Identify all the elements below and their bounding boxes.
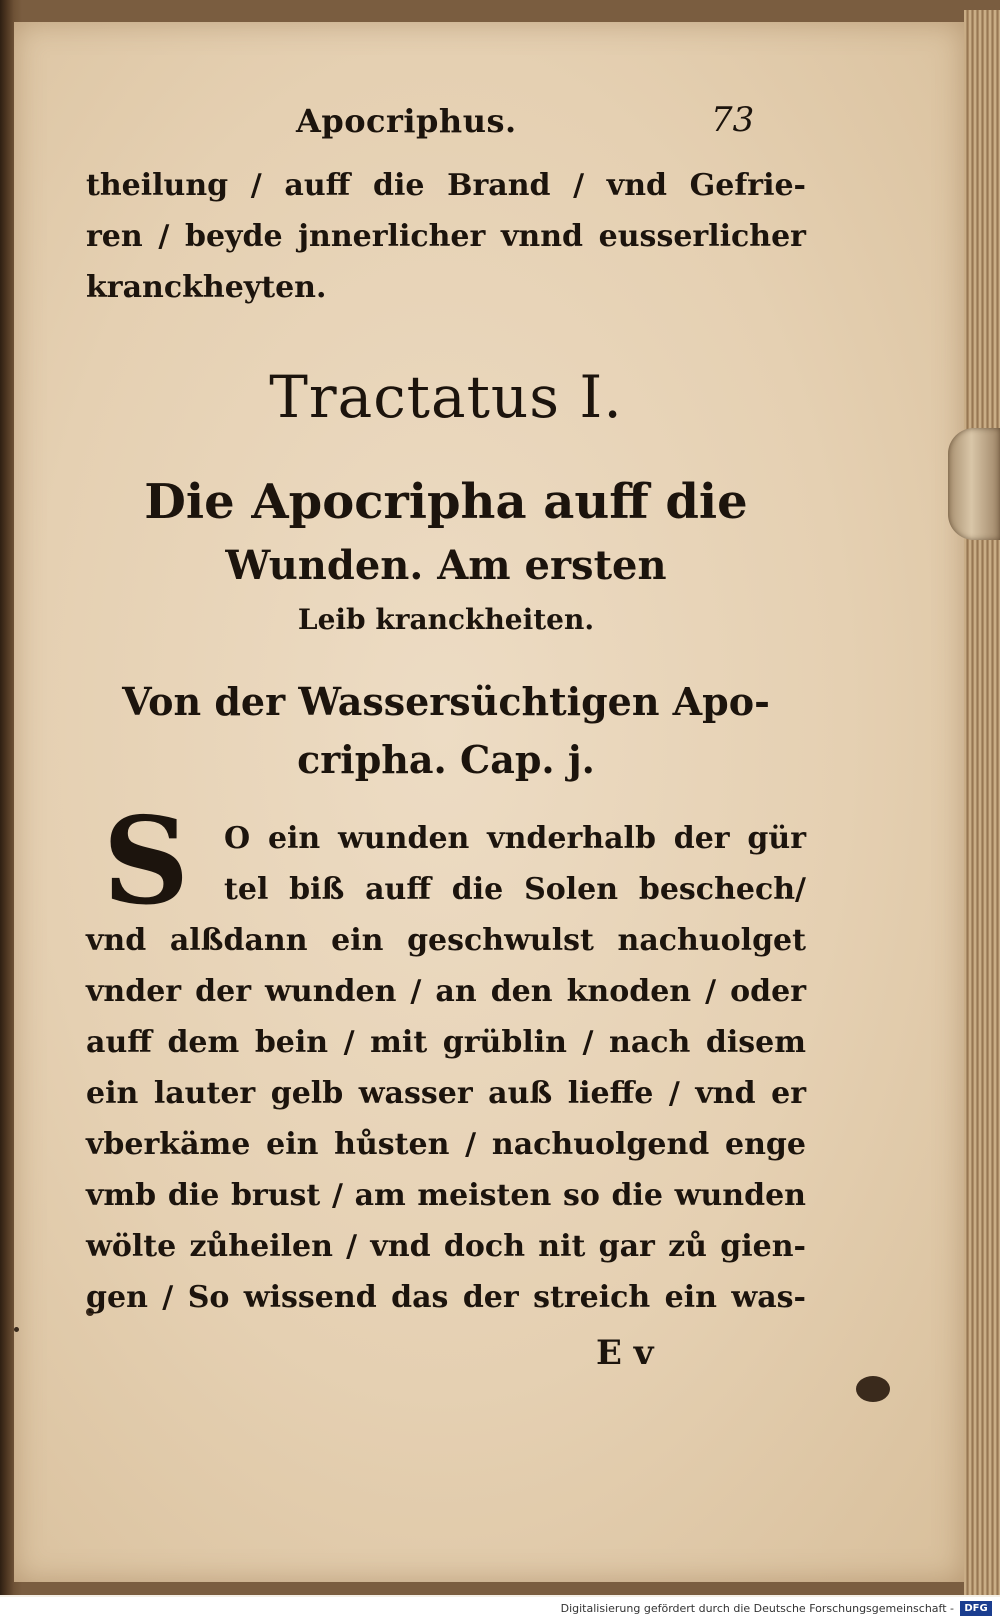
section-heading xyxy=(86,469,806,643)
chapter-title-line: cripha. Cap. j. xyxy=(297,737,595,782)
text-line: ein lauter gelb wasser auß lieffe / vnd er xyxy=(86,1076,806,1111)
text-line: vmb die brust / am meisten so die wunden xyxy=(86,1178,806,1213)
text-line: gen / So wissend das der streich ein was- xyxy=(86,1280,806,1315)
footer-credit: Digitalisierung gefördert durch die Deutsche Forschungsgemeinschaft - xyxy=(560,1602,954,1615)
tractatus-heading: Tractatus I. xyxy=(269,363,623,431)
text-line: wölte zůheilen / vnd doch nit gar zů gien- xyxy=(86,1229,806,1264)
text-line: O ein wunden vnderhalb der gür xyxy=(224,821,806,856)
chapter-title-line: Von der Wassersüchtigen Apo- xyxy=(122,679,770,724)
dfg-logo: DFG xyxy=(960,1601,992,1616)
text-line: theilung / auff die Brand / vnd Gefrie- xyxy=(86,168,806,203)
text-line: kranckheyten. xyxy=(86,270,327,305)
running-head xyxy=(86,100,806,160)
text-line: vnder der wunden / an den knoden / oder xyxy=(86,974,806,1009)
intro-text xyxy=(86,160,806,313)
running-title: Apocriphus. xyxy=(296,102,517,140)
signature-mark xyxy=(86,1333,806,1383)
chapter-heading xyxy=(86,673,806,789)
text-line: vberkäme ein hůsten / nachuolgend enge xyxy=(86,1127,806,1162)
chapter-paragraph xyxy=(86,791,806,1323)
heading-line: Leib kranckheiten. xyxy=(297,603,595,636)
text-line: tel biß auff die Solen beschech/ xyxy=(224,872,806,907)
ink-speck xyxy=(14,1327,19,1332)
digitization-footer xyxy=(0,1597,1000,1621)
book-clasp xyxy=(948,428,1000,540)
drop-capital: S xyxy=(102,791,190,932)
page-edges xyxy=(964,10,1000,1595)
signature-text: E v xyxy=(596,1333,654,1373)
ink-blot xyxy=(856,1376,890,1402)
heading-line: Die Apocripha auff die xyxy=(144,474,748,530)
text-line: ren / beyde jnnerlicher vnnd eusserlicher xyxy=(86,219,806,254)
text-line: auff dem bein / mit grüblin / nach disem xyxy=(86,1025,806,1060)
page-text-block xyxy=(86,100,806,1383)
heading-line: Wunden. Am ersten xyxy=(225,542,667,589)
page-number: 73 xyxy=(711,100,755,140)
text-line: vnd alßdann ein geschwulst nachuolget xyxy=(86,923,806,958)
